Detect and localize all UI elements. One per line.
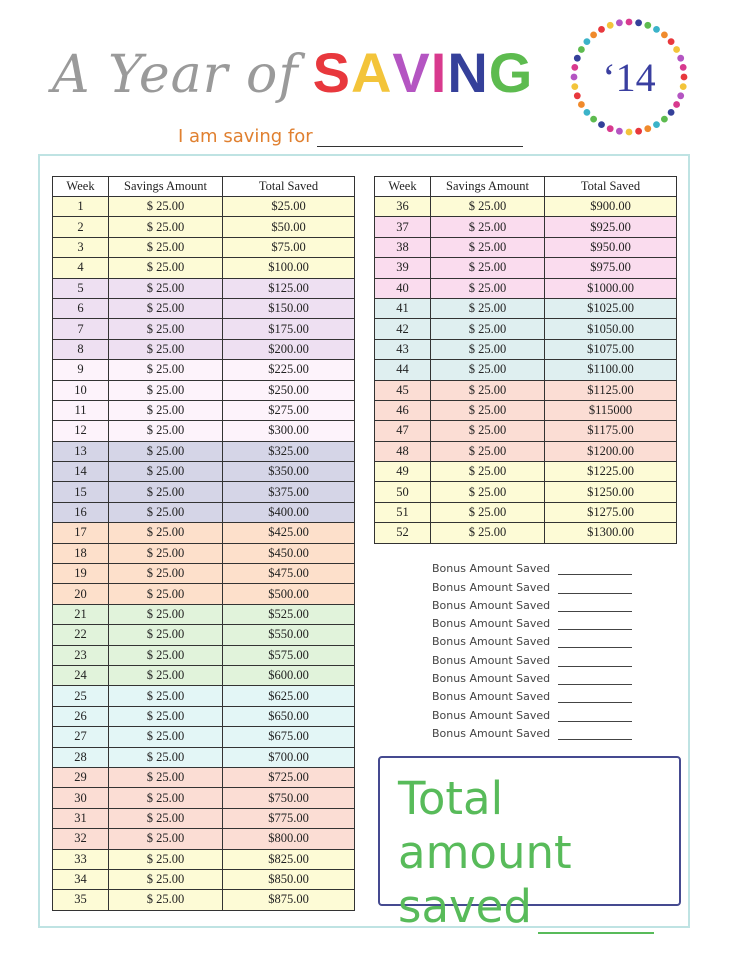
table-row xyxy=(53,849,355,869)
bonus-amount-blank[interactable] xyxy=(558,617,632,630)
bonus-label: Bonus Amount Saved xyxy=(432,690,551,704)
title-saving-word xyxy=(313,40,534,105)
table-row xyxy=(53,441,355,461)
savings-amount-cell: $ 25.00 xyxy=(109,462,223,482)
savings-amount-cell: $ 25.00 xyxy=(109,258,223,278)
savings-table-weeks-36-52 xyxy=(374,176,677,544)
title-script: A Year of xyxy=(52,45,299,105)
savings-amount-cell: $ 25.00 xyxy=(431,421,545,441)
savings-amount-cell: $ 25.00 xyxy=(109,584,223,604)
table-row xyxy=(53,258,355,278)
savings-amount-cell: $ 25.00 xyxy=(109,380,223,400)
week-cell: 32 xyxy=(53,829,109,849)
table-row xyxy=(375,197,677,217)
savings-amount-cell: $ 25.00 xyxy=(109,360,223,380)
table-row xyxy=(375,523,677,543)
week-cell: 50 xyxy=(375,482,431,502)
week-cell: 1 xyxy=(53,197,109,217)
total-saved-cell: $625.00 xyxy=(223,686,355,706)
table-row xyxy=(375,237,677,257)
savings-amount-cell: $ 25.00 xyxy=(109,523,223,543)
total-saved-cell: $115000 xyxy=(545,400,677,420)
week-cell: 6 xyxy=(53,298,109,318)
year-badge xyxy=(566,14,692,140)
total-saved-cell: $350.00 xyxy=(223,462,355,482)
bonus-amount-blank[interactable] xyxy=(558,562,632,575)
table-row xyxy=(53,217,355,237)
savings-amount-cell: $ 25.00 xyxy=(431,400,545,420)
savings-amount-cell: $ 25.00 xyxy=(109,278,223,298)
total-saved-cell: $875.00 xyxy=(223,890,355,910)
savings-amount-cell: $ 25.00 xyxy=(109,788,223,808)
total-saved-cell: $1125.00 xyxy=(545,380,677,400)
total-saved-cell: $125.00 xyxy=(223,278,355,298)
week-cell: 40 xyxy=(375,278,431,298)
table-row xyxy=(53,706,355,726)
total-saved-cell: $850.00 xyxy=(223,869,355,889)
bonus-list xyxy=(432,557,632,740)
table-row xyxy=(375,278,677,298)
saving-for-line xyxy=(178,126,523,147)
week-cell: 21 xyxy=(53,604,109,624)
week-cell: 45 xyxy=(375,380,431,400)
total-saved-cell: $1200.00 xyxy=(545,441,677,461)
savings-amount-cell: $ 25.00 xyxy=(109,665,223,685)
total-saved-cell: $900.00 xyxy=(545,197,677,217)
total-saved-cell: $1050.00 xyxy=(545,319,677,339)
table-row xyxy=(53,400,355,420)
savings-amount-cell: $ 25.00 xyxy=(431,258,545,278)
week-cell: 39 xyxy=(375,258,431,278)
total-saved-cell: $700.00 xyxy=(223,747,355,767)
total-saved-cell: $725.00 xyxy=(223,767,355,787)
total-saved-cell: $500.00 xyxy=(223,584,355,604)
savings-amount-cell: $ 25.00 xyxy=(431,217,545,237)
table-row xyxy=(53,747,355,767)
bonus-row xyxy=(432,630,632,648)
table-row xyxy=(53,584,355,604)
total-saved-cell: $225.00 xyxy=(223,360,355,380)
total-saved-cell: $600.00 xyxy=(223,665,355,685)
week-cell: 19 xyxy=(53,564,109,584)
total-saved-cell: $1225.00 xyxy=(545,462,677,482)
table-row xyxy=(53,502,355,522)
table-row xyxy=(53,788,355,808)
header-week: Week xyxy=(53,177,109,197)
savings-amount-cell: $ 25.00 xyxy=(109,645,223,665)
total-saved-cell: $975.00 xyxy=(545,258,677,278)
week-cell: 33 xyxy=(53,849,109,869)
table-row xyxy=(53,543,355,563)
week-cell: 37 xyxy=(375,217,431,237)
title-letter: N xyxy=(447,41,489,104)
title-letter: S xyxy=(312,41,351,104)
savings-amount-cell: $ 25.00 xyxy=(431,502,545,522)
header-savings-amount: Savings Amount xyxy=(431,177,545,197)
week-cell: 13 xyxy=(53,441,109,461)
savings-amount-cell: $ 25.00 xyxy=(431,319,545,339)
table-row xyxy=(53,278,355,298)
week-cell: 44 xyxy=(375,360,431,380)
week-cell: 26 xyxy=(53,706,109,726)
savings-amount-cell: $ 25.00 xyxy=(431,523,545,543)
total-saved-cell: $200.00 xyxy=(223,339,355,359)
savings-amount-cell: $ 25.00 xyxy=(431,339,545,359)
bonus-row xyxy=(432,685,632,703)
week-cell: 49 xyxy=(375,462,431,482)
savings-amount-cell: $ 25.00 xyxy=(109,298,223,318)
title-letter: G xyxy=(488,41,534,104)
table-row xyxy=(375,319,677,339)
table-row xyxy=(53,727,355,747)
table-row xyxy=(53,319,355,339)
bonus-label: Bonus Amount Saved xyxy=(432,653,551,667)
savings-amount-cell: $ 25.00 xyxy=(109,421,223,441)
bonus-amount-blank[interactable] xyxy=(558,709,632,722)
savings-amount-cell: $ 25.00 xyxy=(109,441,223,461)
total-amount-text: Total amount saved xyxy=(398,772,572,933)
week-cell: 20 xyxy=(53,584,109,604)
table-row xyxy=(53,645,355,665)
table-row xyxy=(375,482,677,502)
table-row xyxy=(53,665,355,685)
week-cell: 46 xyxy=(375,400,431,420)
table-row xyxy=(375,360,677,380)
table-row xyxy=(375,441,677,461)
table-row xyxy=(53,625,355,645)
total-saved-cell: $1275.00 xyxy=(545,502,677,522)
saving-for-label: I am saving for xyxy=(178,126,313,147)
week-cell: 24 xyxy=(53,665,109,685)
total-saved-cell: $475.00 xyxy=(223,564,355,584)
total-saved-cell: $75.00 xyxy=(223,237,355,257)
savings-amount-cell: $ 25.00 xyxy=(431,462,545,482)
week-cell: 17 xyxy=(53,523,109,543)
total-saved-cell: $425.00 xyxy=(223,523,355,543)
bonus-label: Bonus Amount Saved xyxy=(432,726,551,740)
total-saved-cell: $750.00 xyxy=(223,788,355,808)
savings-amount-cell: $ 25.00 xyxy=(109,237,223,257)
savings-amount-cell: $ 25.00 xyxy=(109,686,223,706)
bonus-label: Bonus Amount Saved xyxy=(432,635,551,649)
savings-amount-cell: $ 25.00 xyxy=(109,339,223,359)
total-saved-cell: $50.00 xyxy=(223,217,355,237)
bonus-label: Bonus Amount Saved xyxy=(432,562,551,576)
total-saved-cell: $925.00 xyxy=(545,217,677,237)
week-cell: 25 xyxy=(53,686,109,706)
savings-amount-cell: $ 25.00 xyxy=(431,278,545,298)
week-cell: 3 xyxy=(53,237,109,257)
week-cell: 28 xyxy=(53,747,109,767)
table-row xyxy=(53,767,355,787)
total-saved-cell: $175.00 xyxy=(223,319,355,339)
week-cell: 48 xyxy=(375,441,431,461)
savings-amount-cell: $ 25.00 xyxy=(109,197,223,217)
total-saved-cell: $25.00 xyxy=(223,197,355,217)
table-row xyxy=(53,421,355,441)
savings-amount-cell: $ 25.00 xyxy=(109,727,223,747)
header-savings-amount: Savings Amount xyxy=(109,177,223,197)
total-amount-label xyxy=(398,772,678,934)
table-row xyxy=(375,400,677,420)
bonus-row xyxy=(432,612,632,630)
bonus-label: Bonus Amount Saved xyxy=(432,617,551,631)
savings-amount-cell: $ 25.00 xyxy=(109,400,223,420)
total-saved-cell: $525.00 xyxy=(223,604,355,624)
year-label: ‘14 xyxy=(602,54,656,100)
table-row xyxy=(53,604,355,624)
total-saved-cell: $1025.00 xyxy=(545,298,677,318)
savings-amount-cell: $ 25.00 xyxy=(109,217,223,237)
week-cell: 52 xyxy=(375,523,431,543)
total-amount-blank[interactable] xyxy=(538,888,654,934)
week-cell: 38 xyxy=(375,237,431,257)
bonus-amount-blank[interactable] xyxy=(558,654,632,667)
savings-amount-cell: $ 25.00 xyxy=(431,360,545,380)
week-cell: 18 xyxy=(53,543,109,563)
table-row xyxy=(53,360,355,380)
total-saved-cell: $775.00 xyxy=(223,808,355,828)
page-title xyxy=(52,40,533,120)
table-row xyxy=(375,258,677,278)
table-row xyxy=(53,869,355,889)
savings-amount-cell: $ 25.00 xyxy=(109,869,223,889)
total-saved-cell: $1075.00 xyxy=(545,339,677,359)
savings-amount-cell: $ 25.00 xyxy=(431,237,545,257)
total-saved-cell: $650.00 xyxy=(223,706,355,726)
total-saved-cell: $1175.00 xyxy=(545,421,677,441)
week-cell: 34 xyxy=(53,869,109,889)
title-letter: A xyxy=(350,41,393,104)
total-saved-cell: $300.00 xyxy=(223,421,355,441)
week-cell: 36 xyxy=(375,197,431,217)
header-total-saved: Total Saved xyxy=(545,177,677,197)
total-saved-cell: $150.00 xyxy=(223,298,355,318)
week-cell: 9 xyxy=(53,360,109,380)
table-row xyxy=(375,339,677,359)
bonus-row xyxy=(432,648,632,666)
week-cell: 23 xyxy=(53,645,109,665)
week-cell: 41 xyxy=(375,298,431,318)
bonus-label: Bonus Amount Saved xyxy=(432,708,551,722)
bonus-amount-blank[interactable] xyxy=(558,599,632,612)
header-week: Week xyxy=(375,177,431,197)
total-saved-cell: $450.00 xyxy=(223,543,355,563)
total-saved-cell: $550.00 xyxy=(223,625,355,645)
table-row xyxy=(53,298,355,318)
total-saved-cell: $1100.00 xyxy=(545,360,677,380)
bonus-label: Bonus Amount Saved xyxy=(432,580,551,594)
savings-amount-cell: $ 25.00 xyxy=(431,380,545,400)
total-saved-cell: $1300.00 xyxy=(545,523,677,543)
total-saved-cell: $400.00 xyxy=(223,502,355,522)
title-letter: I xyxy=(430,41,448,104)
total-amount-box xyxy=(378,756,681,933)
week-cell: 51 xyxy=(375,502,431,522)
week-cell: 15 xyxy=(53,482,109,502)
week-cell: 29 xyxy=(53,767,109,787)
savings-amount-cell: $ 25.00 xyxy=(431,298,545,318)
table-row xyxy=(375,421,677,441)
savings-table-weeks-1-35 xyxy=(52,176,355,911)
header-total-saved: Total Saved xyxy=(223,177,355,197)
savings-amount-cell: $ 25.00 xyxy=(109,564,223,584)
table-header-row xyxy=(53,177,355,197)
bonus-amount-blank[interactable] xyxy=(558,690,632,703)
bonus-amount-blank[interactable] xyxy=(558,672,632,685)
table-row xyxy=(53,686,355,706)
bonus-label: Bonus Amount Saved xyxy=(432,598,551,612)
total-saved-cell: $800.00 xyxy=(223,829,355,849)
total-saved-cell: $100.00 xyxy=(223,258,355,278)
table-row xyxy=(53,564,355,584)
week-cell: 14 xyxy=(53,462,109,482)
table-row xyxy=(53,237,355,257)
table-row xyxy=(375,217,677,237)
bonus-row xyxy=(432,575,632,593)
savings-amount-cell: $ 25.00 xyxy=(109,604,223,624)
table-row xyxy=(53,482,355,502)
savings-amount-cell: $ 25.00 xyxy=(109,808,223,828)
week-cell: 30 xyxy=(53,788,109,808)
savings-amount-cell: $ 25.00 xyxy=(431,441,545,461)
week-cell: 2 xyxy=(53,217,109,237)
week-cell: 4 xyxy=(53,258,109,278)
savings-amount-cell: $ 25.00 xyxy=(109,747,223,767)
table-row xyxy=(53,808,355,828)
bonus-row xyxy=(432,703,632,721)
total-saved-cell: $950.00 xyxy=(545,237,677,257)
table-row xyxy=(375,462,677,482)
week-cell: 27 xyxy=(53,727,109,747)
table-row xyxy=(375,502,677,522)
bonus-row xyxy=(432,594,632,612)
savings-amount-cell: $ 25.00 xyxy=(109,829,223,849)
total-saved-cell: $275.00 xyxy=(223,400,355,420)
total-saved-cell: $375.00 xyxy=(223,482,355,502)
bonus-row xyxy=(432,722,632,740)
week-cell: 11 xyxy=(53,400,109,420)
table-row xyxy=(53,890,355,910)
week-cell: 43 xyxy=(375,339,431,359)
table-row xyxy=(53,829,355,849)
week-cell: 12 xyxy=(53,421,109,441)
week-cell: 42 xyxy=(375,319,431,339)
savings-amount-cell: $ 25.00 xyxy=(431,482,545,502)
week-cell: 16 xyxy=(53,502,109,522)
week-cell: 35 xyxy=(53,890,109,910)
total-saved-cell: $825.00 xyxy=(223,849,355,869)
savings-amount-cell: $ 25.00 xyxy=(109,767,223,787)
savings-amount-cell: $ 25.00 xyxy=(109,502,223,522)
week-cell: 7 xyxy=(53,319,109,339)
table-row xyxy=(53,523,355,543)
week-cell: 31 xyxy=(53,808,109,828)
total-saved-cell: $675.00 xyxy=(223,727,355,747)
table-row xyxy=(53,380,355,400)
savings-amount-cell: $ 25.00 xyxy=(109,482,223,502)
savings-amount-cell: $ 25.00 xyxy=(109,890,223,910)
savings-amount-cell: $ 25.00 xyxy=(109,849,223,869)
bonus-amount-blank[interactable] xyxy=(558,635,632,648)
week-cell: 5 xyxy=(53,278,109,298)
total-saved-cell: $575.00 xyxy=(223,645,355,665)
bonus-label: Bonus Amount Saved xyxy=(432,672,551,686)
total-saved-cell: $325.00 xyxy=(223,441,355,461)
week-cell: 22 xyxy=(53,625,109,645)
total-saved-cell: $1000.00 xyxy=(545,278,677,298)
savings-amount-cell: $ 25.00 xyxy=(109,319,223,339)
bonus-row xyxy=(432,557,632,575)
total-saved-cell: $1250.00 xyxy=(545,482,677,502)
week-cell: 47 xyxy=(375,421,431,441)
bonus-row xyxy=(432,667,632,685)
savings-amount-cell: $ 25.00 xyxy=(109,625,223,645)
saving-for-blank[interactable] xyxy=(317,128,523,147)
total-saved-cell: $250.00 xyxy=(223,380,355,400)
week-cell: 10 xyxy=(53,380,109,400)
week-cell: 8 xyxy=(53,339,109,359)
savings-amount-cell: $ 25.00 xyxy=(431,197,545,217)
table-row xyxy=(53,462,355,482)
savings-amount-cell: $ 25.00 xyxy=(109,706,223,726)
title-letter: V xyxy=(392,41,431,104)
table-row xyxy=(375,380,677,400)
table-row xyxy=(53,339,355,359)
table-row xyxy=(375,298,677,318)
table-header-row xyxy=(375,177,677,197)
bonus-amount-blank[interactable] xyxy=(558,581,632,594)
table-row xyxy=(53,197,355,217)
savings-amount-cell: $ 25.00 xyxy=(109,543,223,563)
bonus-amount-blank[interactable] xyxy=(558,727,632,740)
